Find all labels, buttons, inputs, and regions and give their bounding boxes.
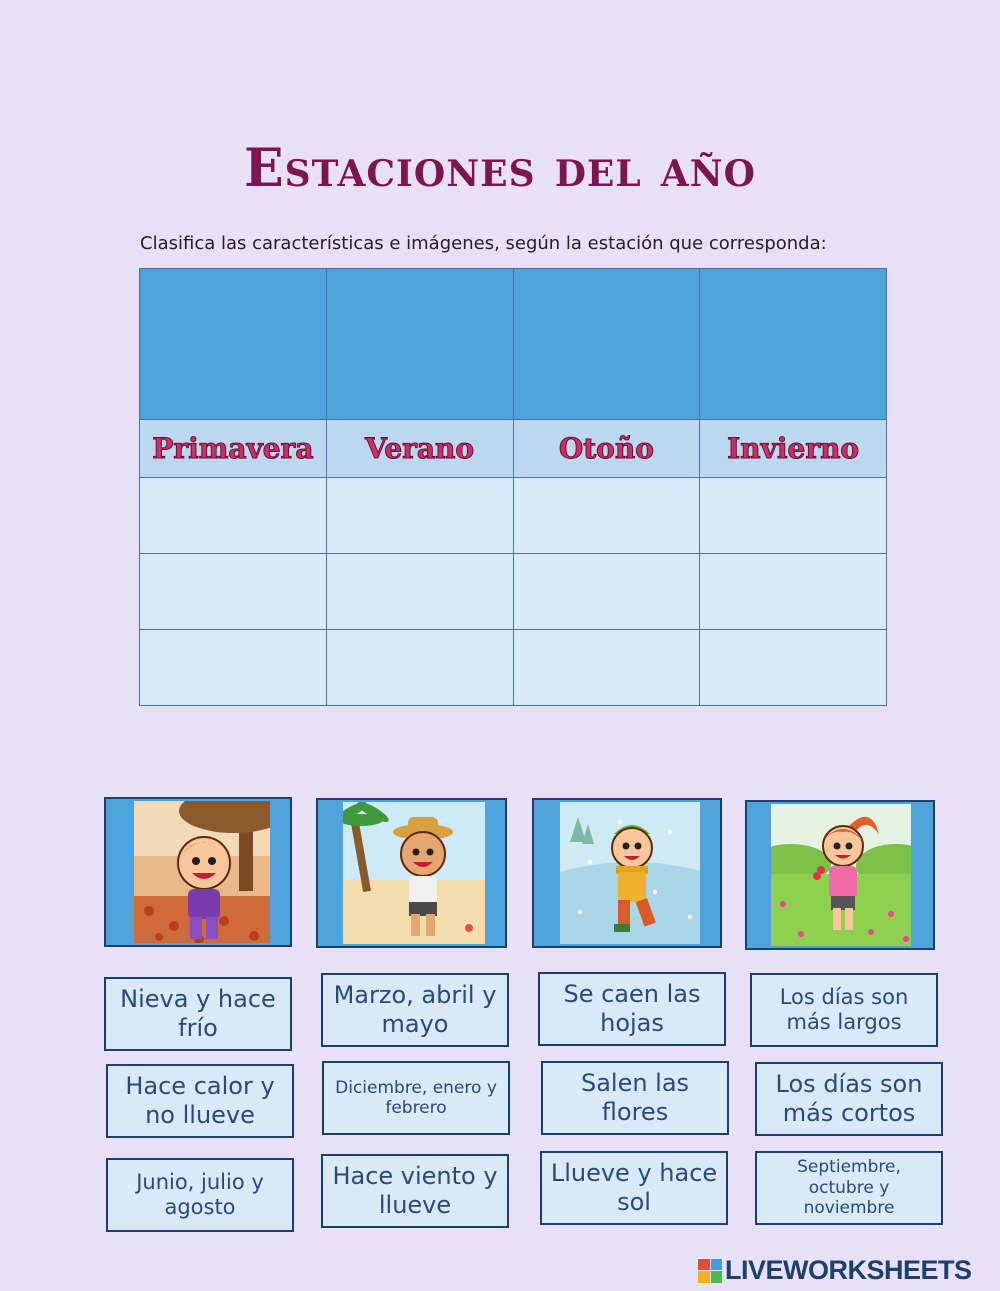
drop-cell[interactable] [140, 478, 327, 554]
header-verano: Verano [326, 420, 513, 478]
card-diciembre-enero-febrero[interactable]: Diciembre, enero y febrero [322, 1061, 510, 1135]
card-hace-viento-y-llueve[interactable]: Hace viento y llueve [321, 1154, 509, 1228]
drop-cell[interactable] [700, 630, 887, 706]
card-salen-las-flores[interactable]: Salen las flores [541, 1061, 729, 1135]
card-se-caen-las-hojas[interactable]: Se caen las hojas [538, 972, 726, 1046]
header-primavera: Primavera [140, 420, 327, 478]
card-llueve-y-hace-sol[interactable]: Llueve y hace sol [540, 1151, 728, 1225]
liveworksheets-logo [698, 1255, 972, 1286]
summer-child-image[interactable] [316, 798, 507, 948]
card-nieva-y-hace-frio[interactable]: Nieva y hace frío [104, 977, 292, 1051]
spring-child-image[interactable] [745, 800, 935, 950]
drop-cell[interactable] [700, 554, 887, 630]
drop-cell[interactable] [513, 630, 700, 706]
drop-zone-primavera[interactable] [140, 269, 327, 420]
autumn-child-image[interactable] [104, 797, 292, 947]
seasons-table [139, 268, 887, 706]
card-dias-mas-largos[interactable]: Los días son más largos [750, 973, 938, 1047]
drop-cell[interactable] [140, 630, 327, 706]
logo-icon [698, 1259, 722, 1283]
logo-text: LIVEWORKSHEETS [725, 1255, 972, 1285]
card-hace-calor[interactable]: Hace calor y no llueve [106, 1064, 294, 1138]
card-dias-mas-cortos[interactable]: Los días son más cortos [755, 1062, 943, 1136]
instruction-text: Clasifica las características e imágenes, según la estación que corresponda: [140, 233, 827, 254]
drop-cell[interactable] [326, 630, 513, 706]
winter-child-image[interactable] [532, 798, 722, 948]
drop-cell[interactable] [513, 554, 700, 630]
drop-cell[interactable] [700, 478, 887, 554]
card-marzo-abril-mayo[interactable]: Marzo, abril y mayo [321, 973, 509, 1047]
header-invierno: Invierno [700, 420, 887, 478]
drop-zone-invierno[interactable] [700, 269, 887, 420]
drop-zone-otono[interactable] [513, 269, 700, 420]
drop-cell[interactable] [140, 554, 327, 630]
header-otono: Otoño [513, 420, 700, 478]
drop-cell[interactable] [326, 478, 513, 554]
drop-zone-verano[interactable] [326, 269, 513, 420]
page-title: Estaciones del año [244, 138, 756, 199]
card-junio-julio-agosto[interactable]: Junio, julio y agosto [106, 1158, 294, 1232]
card-septiembre-octubre-noviembre[interactable]: Septiembre, octubre y noviembre [755, 1151, 943, 1225]
drop-cell[interactable] [513, 478, 700, 554]
drop-cell[interactable] [326, 554, 513, 630]
